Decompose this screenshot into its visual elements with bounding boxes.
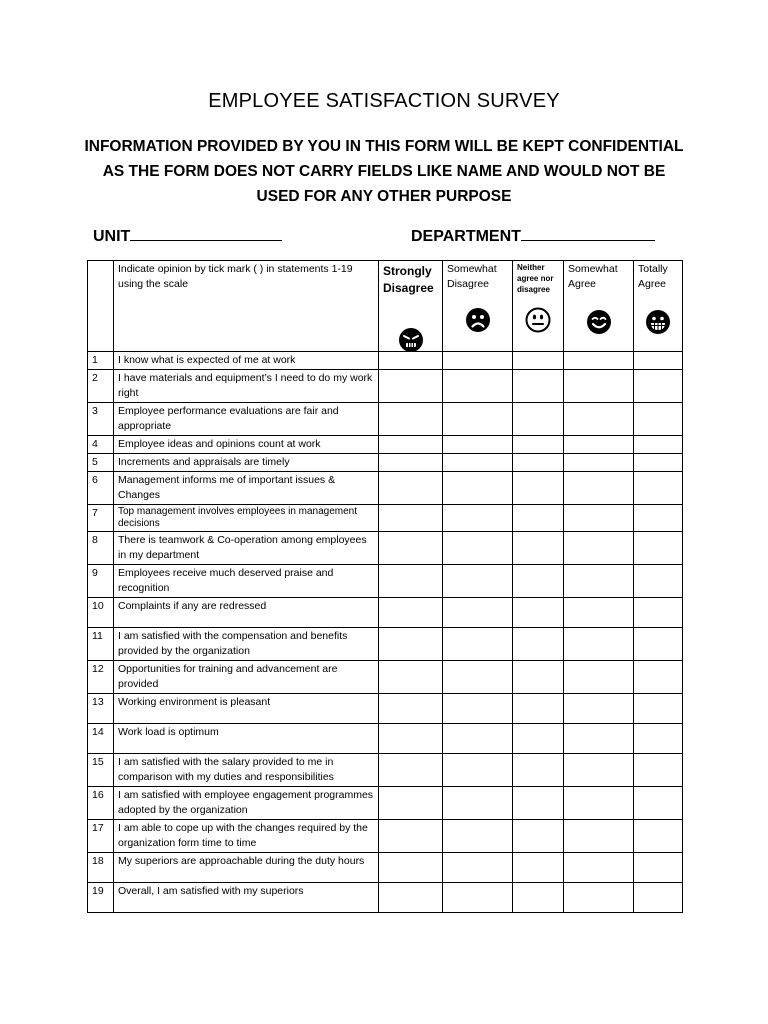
- tick-cell-strongly-disagree[interactable]: [379, 694, 443, 724]
- unit-label: UNIT: [93, 228, 131, 245]
- statement-text: Working environment is pleasant: [114, 694, 379, 724]
- tick-cell-strongly-disagree[interactable]: [379, 472, 443, 505]
- tick-cell-somewhat-agree[interactable]: [564, 532, 634, 565]
- tick-cell-somewhat-disagree[interactable]: [443, 370, 513, 403]
- row-number: 6: [88, 472, 114, 505]
- row-number: 2: [88, 370, 114, 403]
- tick-cell-somewhat-agree[interactable]: [564, 598, 634, 628]
- tick-cell-strongly-disagree[interactable]: [379, 436, 443, 454]
- tick-cell-totally-agree[interactable]: [634, 853, 683, 883]
- tick-cell-somewhat-disagree[interactable]: [443, 787, 513, 820]
- tick-cell-strongly-disagree[interactable]: [379, 787, 443, 820]
- table-row: [88, 724, 683, 754]
- tick-cell-neither[interactable]: [513, 436, 564, 454]
- scale-label: Totally Agree: [638, 263, 668, 290]
- tick-cell-strongly-disagree[interactable]: [379, 883, 443, 913]
- statement-text: I am able to cope up with the changes required by the organization form time to time: [114, 820, 379, 853]
- tick-cell-neither[interactable]: [513, 883, 564, 913]
- row-number: 8: [88, 532, 114, 565]
- tick-cell-totally-agree[interactable]: [634, 628, 683, 661]
- scale-header-neither: [513, 261, 564, 352]
- statement-text: I am satisfied with the compensation and benefits provided by the organization: [114, 628, 379, 661]
- statement-text: I know what is expected of me at work: [114, 352, 379, 370]
- tick-cell-somewhat-agree[interactable]: [564, 754, 634, 787]
- tick-cell-somewhat-agree[interactable]: [564, 472, 634, 505]
- tick-cell-totally-agree[interactable]: [634, 436, 683, 454]
- table-row: [88, 370, 683, 403]
- tick-cell-totally-agree[interactable]: [634, 472, 683, 505]
- department-blank[interactable]: [521, 224, 655, 241]
- row-number: 17: [88, 820, 114, 853]
- table-row: [88, 820, 683, 853]
- tick-cell-strongly-disagree[interactable]: [379, 454, 443, 472]
- tick-cell-neither[interactable]: [513, 724, 564, 754]
- table-row: [88, 853, 683, 883]
- tick-cell-somewhat-disagree[interactable]: [443, 661, 513, 694]
- tick-cell-neither[interactable]: [513, 628, 564, 661]
- tick-cell-somewhat-agree[interactable]: [564, 694, 634, 724]
- statement-text: Employee performance evaluations are fair and appropriate: [114, 403, 379, 436]
- tick-cell-strongly-disagree[interactable]: [379, 853, 443, 883]
- tick-cell-somewhat-agree[interactable]: [564, 661, 634, 694]
- tick-cell-somewhat-disagree[interactable]: [443, 454, 513, 472]
- row-number: 4: [88, 436, 114, 454]
- table-row: [88, 565, 683, 598]
- scale-label: Strongly Disagree: [383, 264, 434, 295]
- row-number: 15: [88, 754, 114, 787]
- tick-cell-somewhat-disagree[interactable]: [443, 565, 513, 598]
- tick-cell-strongly-disagree[interactable]: [379, 403, 443, 436]
- table-row: [88, 436, 683, 454]
- tick-cell-somewhat-agree[interactable]: [564, 853, 634, 883]
- tick-cell-strongly-disagree[interactable]: [379, 661, 443, 694]
- tick-cell-somewhat-agree[interactable]: [564, 403, 634, 436]
- scale-header-somewhat-disagree: [443, 261, 513, 352]
- tick-cell-somewhat-disagree[interactable]: [443, 505, 513, 532]
- tick-cell-neither[interactable]: [513, 403, 564, 436]
- tick-cell-strongly-disagree[interactable]: [379, 724, 443, 754]
- statement-text: Management informs me of important issues & Changes: [114, 472, 379, 505]
- statement-text: There is teamwork & Co-operation among employees in my department: [114, 532, 379, 565]
- row-number: 13: [88, 694, 114, 724]
- tick-cell-strongly-disagree[interactable]: [379, 628, 443, 661]
- neutral-face-icon: [525, 307, 551, 333]
- tick-cell-totally-agree[interactable]: [634, 787, 683, 820]
- table-row: [88, 505, 683, 532]
- statement-text: Employee ideas and opinions count at work: [114, 436, 379, 454]
- row-number: 9: [88, 565, 114, 598]
- statement-text: I am satisfied with the salary provided to me in comparison with my duties and responsibilities: [114, 754, 379, 787]
- instruction-text: Indicate opinion by tick mark ( ) in statements 1-19 using the scale: [118, 263, 353, 290]
- tick-cell-somewhat-agree[interactable]: [564, 505, 634, 532]
- tick-cell-neither[interactable]: [513, 565, 564, 598]
- tick-cell-somewhat-disagree[interactable]: [443, 853, 513, 883]
- tick-cell-strongly-disagree[interactable]: [379, 352, 443, 370]
- unit-field[interactable]: [93, 224, 282, 246]
- table-row: [88, 598, 683, 628]
- tick-cell-strongly-disagree[interactable]: [379, 565, 443, 598]
- tick-cell-strongly-disagree[interactable]: [379, 505, 443, 532]
- statement-text: I have materials and equipment’s I need to do my work right: [114, 370, 379, 403]
- smile-face-icon: [586, 309, 612, 335]
- tick-cell-somewhat-disagree[interactable]: [443, 754, 513, 787]
- tick-cell-neither[interactable]: [513, 505, 564, 532]
- statement-text: Overall, I am satisfied with my superiors: [114, 883, 379, 913]
- tick-cell-strongly-disagree[interactable]: [379, 532, 443, 565]
- department-field[interactable]: [411, 224, 655, 246]
- tick-cell-strongly-disagree[interactable]: [379, 820, 443, 853]
- tick-cell-totally-agree[interactable]: [634, 532, 683, 565]
- tick-cell-neither[interactable]: [513, 370, 564, 403]
- form-fields: [93, 224, 693, 248]
- tick-cell-totally-agree[interactable]: [634, 505, 683, 532]
- tick-cell-strongly-disagree[interactable]: [379, 370, 443, 403]
- tick-cell-neither[interactable]: [513, 853, 564, 883]
- tick-cell-strongly-disagree[interactable]: [379, 598, 443, 628]
- tick-cell-totally-agree[interactable]: [634, 820, 683, 853]
- unit-blank[interactable]: [130, 224, 282, 241]
- table-row: [88, 532, 683, 565]
- table-row: [88, 403, 683, 436]
- table-row: [88, 661, 683, 694]
- table-row: [88, 472, 683, 505]
- table-header-row: [88, 261, 683, 352]
- tick-cell-neither[interactable]: [513, 352, 564, 370]
- tick-cell-somewhat-disagree[interactable]: [443, 436, 513, 454]
- table-row: [88, 628, 683, 661]
- tick-cell-somewhat-disagree[interactable]: [443, 472, 513, 505]
- statement-text: Complaints if any are redressed: [114, 598, 379, 628]
- scale-label: Somewhat Agree: [568, 263, 618, 290]
- row-number: 19: [88, 883, 114, 913]
- scale-header-totally-agree: [634, 261, 683, 352]
- tick-cell-somewhat-disagree[interactable]: [443, 403, 513, 436]
- tick-cell-somewhat-disagree[interactable]: [443, 628, 513, 661]
- statement-text: Opportunities for training and advancement are provided: [114, 661, 379, 694]
- tick-cell-somewhat-agree[interactable]: [564, 370, 634, 403]
- row-number: 16: [88, 787, 114, 820]
- row-number: 5: [88, 454, 114, 472]
- statement-text: My superiors are approachable during the duty hours: [114, 853, 379, 883]
- tick-cell-somewhat-agree[interactable]: [564, 565, 634, 598]
- tick-cell-neither[interactable]: [513, 598, 564, 628]
- scale-label: Neither agree nor disagree: [517, 263, 554, 294]
- statement-text: I am satisfied with employee engagement programmes adopted by the organization: [114, 787, 379, 820]
- statement-text: Top management involves employees in management decisions: [114, 505, 379, 532]
- row-number: 11: [88, 628, 114, 661]
- page-title: EMPLOYEE SATISFACTION SURVEY: [208, 90, 560, 112]
- tick-cell-somewhat-agree[interactable]: [564, 628, 634, 661]
- tick-cell-neither[interactable]: [513, 454, 564, 472]
- statement-text: Work load is optimum: [114, 724, 379, 754]
- scale-label: Somewhat Disagree: [447, 263, 497, 290]
- tick-cell-somewhat-disagree[interactable]: [443, 724, 513, 754]
- confidentiality-notice: INFORMATION PROVIDED BY YOU IN THIS FORM WILL BE KEPT CONFIDENTIAL AS THE FORM DOES NOT CARRY FIELDS LIKE NAME AND WOULD NOT BE USED FOR ANY OTHER PURPOSE: [84, 138, 684, 205]
- frown-face-icon: [465, 307, 491, 333]
- tick-cell-strongly-disagree[interactable]: [379, 754, 443, 787]
- tick-cell-somewhat-agree[interactable]: [564, 787, 634, 820]
- header-num-cell: [88, 261, 114, 352]
- tick-cell-totally-agree[interactable]: [634, 565, 683, 598]
- tick-cell-totally-agree[interactable]: [634, 661, 683, 694]
- tick-cell-somewhat-disagree[interactable]: [443, 820, 513, 853]
- row-number: 12: [88, 661, 114, 694]
- tick-cell-somewhat-agree[interactable]: [564, 454, 634, 472]
- tick-cell-totally-agree[interactable]: [634, 352, 683, 370]
- table-row: [88, 883, 683, 913]
- row-number: 1: [88, 352, 114, 370]
- tick-cell-totally-agree[interactable]: [634, 454, 683, 472]
- grin-face-icon: [645, 309, 671, 335]
- tick-cell-totally-agree[interactable]: [634, 694, 683, 724]
- tick-cell-neither[interactable]: [513, 694, 564, 724]
- tick-cell-neither[interactable]: [513, 472, 564, 505]
- row-number: 18: [88, 853, 114, 883]
- tick-cell-neither[interactable]: [513, 661, 564, 694]
- tick-cell-totally-agree[interactable]: [634, 370, 683, 403]
- tick-cell-neither[interactable]: [513, 532, 564, 565]
- survey-table: [87, 260, 683, 913]
- tick-cell-somewhat-agree[interactable]: [564, 436, 634, 454]
- tick-cell-somewhat-agree[interactable]: [564, 352, 634, 370]
- tick-cell-somewhat-agree[interactable]: [564, 820, 634, 853]
- table-row: [88, 754, 683, 787]
- angry-face-icon: [398, 327, 424, 352]
- tick-cell-somewhat-disagree[interactable]: [443, 883, 513, 913]
- tick-cell-totally-agree[interactable]: [634, 403, 683, 436]
- tick-cell-totally-agree[interactable]: [634, 754, 683, 787]
- row-number: 10: [88, 598, 114, 628]
- tick-cell-totally-agree[interactable]: [634, 598, 683, 628]
- statement-text: Employees receive much deserved praise and recognition: [114, 565, 379, 598]
- tick-cell-totally-agree[interactable]: [634, 883, 683, 913]
- scale-header-somewhat-agree: [564, 261, 634, 352]
- tick-cell-somewhat-disagree[interactable]: [443, 532, 513, 565]
- tick-cell-totally-agree[interactable]: [634, 724, 683, 754]
- tick-cell-somewhat-agree[interactable]: [564, 883, 634, 913]
- row-number: 7: [88, 505, 114, 532]
- row-number: 3: [88, 403, 114, 436]
- tick-cell-somewhat-disagree[interactable]: [443, 598, 513, 628]
- table-row: [88, 694, 683, 724]
- tick-cell-neither[interactable]: [513, 787, 564, 820]
- tick-cell-somewhat-agree[interactable]: [564, 724, 634, 754]
- tick-cell-neither[interactable]: [513, 754, 564, 787]
- table-row: [88, 454, 683, 472]
- tick-cell-somewhat-disagree[interactable]: [443, 352, 513, 370]
- tick-cell-neither[interactable]: [513, 820, 564, 853]
- tick-cell-somewhat-disagree[interactable]: [443, 694, 513, 724]
- instruction-cell: [114, 261, 379, 352]
- statement-text: Increments and appraisals are timely: [114, 454, 379, 472]
- table-row: [88, 352, 683, 370]
- scale-header-strongly-disagree: [379, 261, 443, 352]
- row-number: 14: [88, 724, 114, 754]
- table-row: [88, 787, 683, 820]
- department-label: DEPARTMENT: [411, 228, 521, 245]
